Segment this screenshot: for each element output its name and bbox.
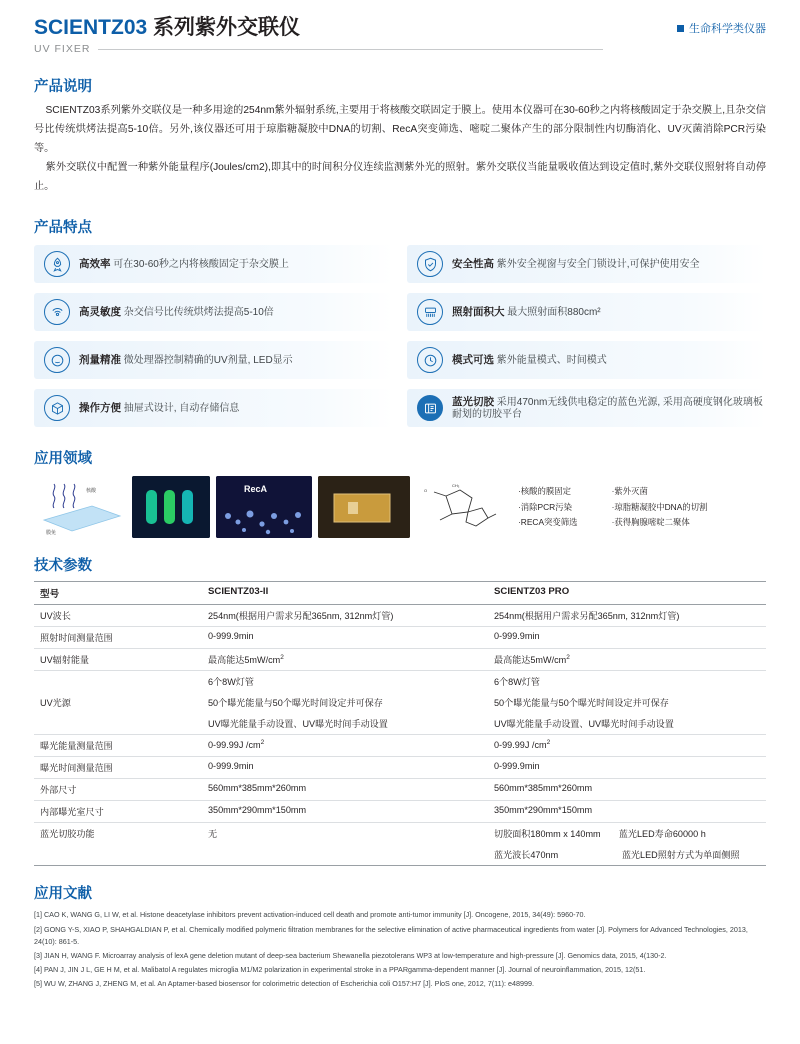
specifications-table-body [34,605,766,866]
spec-label [34,671,202,693]
feature-item-mode-select [407,341,766,379]
table-row [34,671,766,693]
reference-item: [5] WU W, ZHANG J, ZHENG M, et al. An Aptamer-based biosensor for colorimetric detection of Escherichia coli O157:H7 [J]. PloS one, 2012, 7(11): e48999. [34,979,535,989]
spec-value-ii: UV曝光能量手动设置、UV曝光时间手动设置 [202,713,488,735]
application-row [34,476,766,538]
feature-title: 照射面积大 [452,305,505,318]
svg-text:膜免: 膜免 [46,530,57,537]
spec-label: 曝光时间测量范围 [34,757,202,779]
spec-value-ii: 最高能达$5mW/cm^2$ [202,649,488,671]
feature-text [452,354,607,367]
shield-check-icon [417,251,443,277]
svg-text:O: O [424,488,428,494]
spec-value-ii: 0-99.99J $/cm^2$ [202,735,488,757]
spec-value-ii [202,844,488,866]
feature-text [79,402,239,415]
list-item: ·核酸的膜固定 [518,486,572,497]
spec-value-pro: 6个8W灯管 [494,677,540,688]
category-badge-label: 生命科学类仪器 [689,23,766,35]
table-header-row [34,582,766,605]
spec-value-pro: 切胶面积180mm x 140mm 蓝光LED寿命60000 h [494,829,706,840]
spec-value-pro: 蓝光波长470nm 蓝光LED照射方式为单面侧照 [488,844,766,866]
feature-desc: 杂交信号比传统烘烤法提高5-10倍 [123,306,274,318]
spec-value-ii: 50个曝光能量与50个曝光时间设定并可保存 [208,698,383,709]
table-row [34,713,766,735]
application-thumbnail-tubes [132,476,210,538]
list-item: ·获得胸腺嘧啶二聚体 [611,517,690,528]
feature-item-sensitivity [34,293,393,331]
description-text-2: 紫外交联仪中配置一种紫外能量程序(Joules/cm2),即其中的时间积分仪连续监测紫外光的照射。紫外交联仪当能量吸收值达到设定值时,紫外交联仪照射将自动停止。 [34,161,767,192]
feature-desc: 最大照射面积880cm² [507,306,601,318]
reference-item: [4] PAN J, JIN J L, GE H M, et al. Malibatol A regulates microglia M1/M2 polarization in experimental stroke in a PPARgamma-dependent manner [J]. Journal of neuroinflammation, 2015, 12(51. [34,965,646,975]
spec-value-pro: 350mm*290mm*150mm [488,801,766,823]
application-lists [518,484,707,531]
page-header [34,0,766,55]
table-row [34,692,766,713]
spec-value-ii: 0-999.9min [202,757,488,779]
application-thumbnail-reca [216,476,312,538]
application-thumbnail-membrane-fixation [34,476,126,538]
feature-text [452,258,700,271]
spec-value-ii: 560mm*385mm*260mm [202,779,488,801]
section-title-application: 应用领域 [34,451,92,468]
spec-label: 蓝光切胶功能 [40,829,95,840]
spec-label: 内部曝光室尺寸 [34,801,202,823]
title-block [34,16,603,55]
list-item: ·紫外灭菌 [611,486,648,497]
divider [98,49,603,50]
section-title-specs: 技术参数 [34,558,92,575]
feature-title: 高效率 [79,257,111,270]
spec-value-pro: UV曝光能量手动设置、UV曝光时间手动设置 [488,713,766,735]
feature-item-blue-light-gel [407,389,766,427]
description-paragraph-2 [34,159,766,197]
section-title-description: 产品说明 [34,79,92,96]
reference-item: [1] CAO K, WANG G, LI W, et al. Histone deacetylase inhibitors prevent activation-induced cell death and promote anti-tumor immunity [J]. Oncogene, 2015, 34(49): 5960-70. [34,910,586,920]
feature-item-irradiation-area [407,293,766,331]
feature-item-dose-precision [34,341,393,379]
feature-desc: 可在30-60秒之内将核酸固定于杂交膜上 [113,258,289,270]
reference-item: [2] GONG Y-S, XIAO P, SHAHGALDIAN P, et al. Chemically modified polymeric filtration membranes for the selective elimination of active pharmaceutical ingredients from water [J]. Polymers for Advanced Technologies, 2013, 24(10): 861-5. [34,924,748,947]
table-row [34,779,766,801]
feature-text [452,306,601,319]
page-title [34,16,603,39]
list-item: ·琼脂糖凝胶中DNA的切割 [611,501,708,512]
reference-item: [3] JIAN H, WANG F. Microarray analysis of lexA gene deletion mutant of deep-sea bacterium Shewanella piezotolerans WP3 at low-temperature and high-pressure [J]. Genomics data, 2015, 4(130-2. [34,951,667,961]
feature-desc: 微处理器控制精确的UV剂量, LED显示 [123,354,293,366]
spec-value-ii: 0-999.9min [202,627,488,649]
spec-label: UV波长 [34,605,202,627]
feature-title: 剂量精准 [79,353,121,366]
spec-label: 曝光能量测量范围 [34,735,202,757]
table-row [34,735,766,757]
feature-title: 操作方便 [79,401,121,414]
svg-text:RecA: RecA [244,484,268,495]
list-item: ·RECA突变筛选 [518,517,578,528]
feature-desc: 紫外能量模式、时间模式 [496,354,607,366]
column-header-ii: SCIENTZ03-II [202,582,488,605]
spec-value-pro: 50个曝光能量与50个曝光时间设定并可保存 [494,698,669,709]
drawer-icon [44,395,70,421]
spec-label [34,713,202,735]
rocket-icon [44,251,70,277]
spec-value-ii: 350mm*290mm*150mm [202,801,488,823]
table-row [34,605,766,627]
section-title-references: 应用文献 [34,886,92,903]
feature-text [79,258,289,271]
svg-text:CH₃: CH₃ [452,483,460,489]
table-row [34,823,766,845]
mode-select-icon [417,347,443,373]
spec-value-ii: 6个8W灯管 [208,677,254,688]
table-row [34,627,766,649]
feature-item-ease-of-use [34,389,393,427]
table-row [34,757,766,779]
column-header-model: 型号 [34,582,202,605]
spec-value-ii: 无 [208,829,218,840]
spec-value-pro: 560mm*385mm*260mm [488,779,766,801]
square-bullet-icon [677,25,684,32]
application-list-left [518,484,578,531]
feature-item-safety [407,245,766,283]
spec-label: 照射时间测量范围 [34,627,202,649]
spec-value-pro: 254nm(根据用户需求另配365nm, 312nm灯管) [488,605,766,627]
svg-text:核酸: 核酸 [86,488,97,495]
specifications-table [34,581,766,866]
references-list [34,909,766,991]
list-item: ·消除PCR污染 [518,501,572,512]
feature-desc: 抽屉式设计, 自动存储信息 [123,402,240,414]
application-thumbnail-gel-cutting [318,476,410,538]
section-title-features: 产品特点 [34,220,92,237]
feature-title: 安全性高 [452,257,494,270]
feature-title: 高灵敏度 [79,305,121,318]
features-grid [34,245,766,427]
application-list-right [612,484,708,531]
feature-desc: 采用470nm无线供电稳定的蓝色光源, 采用高硬度钢化玻璃板耐划的切胶平台 [452,396,763,420]
spec-value-pro: 0-999.9min [488,757,766,779]
feature-title: 蓝光切胶 [452,395,494,408]
precision-icon [44,347,70,373]
blue-gel-icon [417,395,443,421]
feature-desc: 紫外安全视窗与安全门锁设计,可保护使用安全 [496,258,700,270]
spec-value-pro: 0-99.99J $/cm^2$ [488,735,766,757]
spec-label: UV辐射能量 [34,649,202,671]
title-cn: 系列紫外交联仪 [147,16,301,39]
spec-label [34,844,202,866]
feature-text [452,396,766,421]
spec-label: 外部尺寸 [34,779,202,801]
table-row [34,801,766,823]
feature-text [79,306,274,319]
description-paragraph-1 [34,102,766,159]
subtitle-row [34,43,603,55]
spec-value-pro: 最高能达$5mW/cm^2$ [488,649,766,671]
signal-icon [44,299,70,325]
title-model: SCIENTZ03 [34,16,148,39]
feature-text [79,354,293,367]
page-subtitle: UV FIXER [34,43,91,56]
spec-value-ii: 254nm(根据用户需求另配365nm, 312nm灯管) [202,605,488,627]
column-header-pro: SCIENTZ03 PRO [488,582,766,605]
feature-title: 模式可选 [452,353,494,366]
spec-value-pro: 0-999.9min [488,627,766,649]
application-thumbnail-structure [416,476,498,538]
table-row [34,649,766,671]
lamp-array-icon [417,299,443,325]
feature-item-efficiency [34,245,393,283]
table-row [34,844,766,866]
category-badge [677,16,766,36]
spec-label: UV光源 [40,698,71,709]
description-text-1: SCIENTZ03系列紫外交联仪是一种多用途的254nm紫外辐射系统,主要用于将核酸交联固定于膜上。使用本仪器可在30-60秒之内将核酸固定于杂交膜上,且杂交信号比传统烘烤法提高5-10倍。另外,该仪器还可用于琼脂糖凝胶中DNA的切割、RecA突变筛选、嘧啶二聚体产生的部分限制性内切酶消化、UV灭菌消除PCR污染等。 [34,105,766,154]
